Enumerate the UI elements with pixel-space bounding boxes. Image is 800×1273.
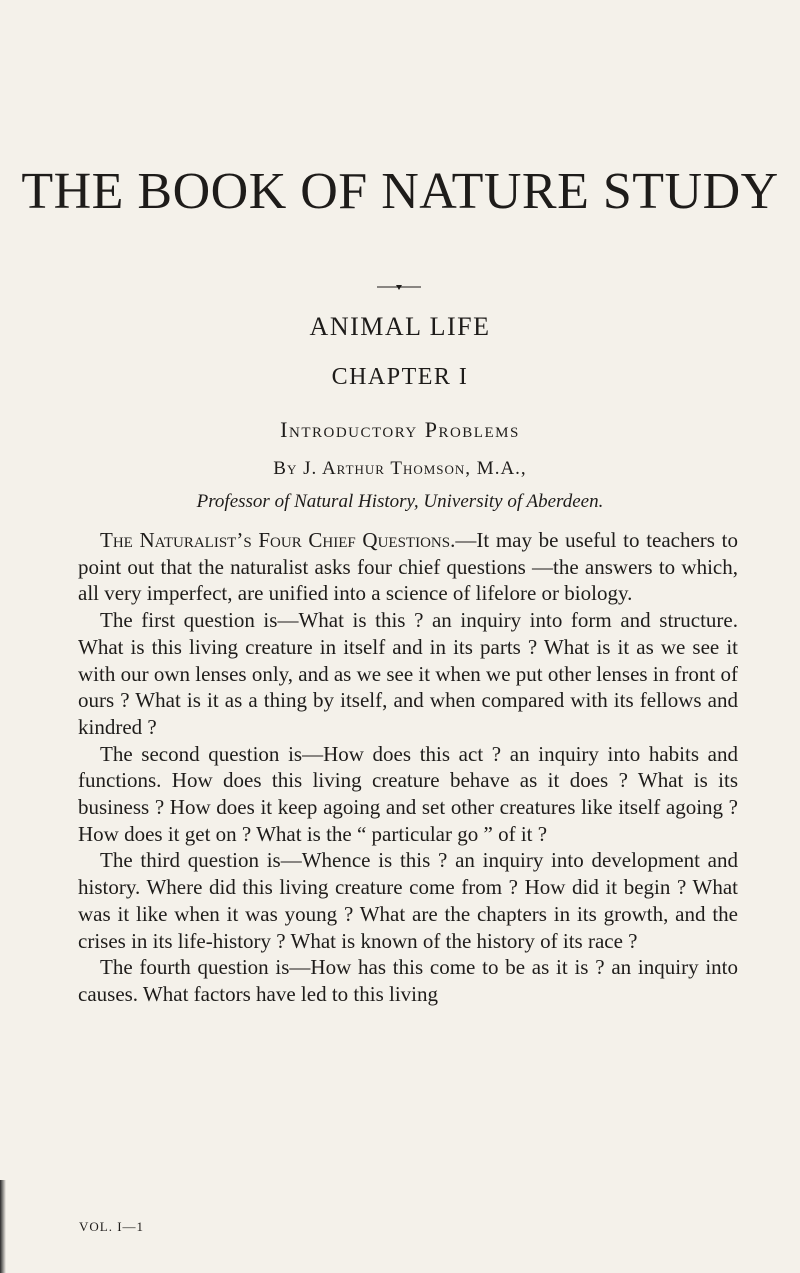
chapter-title: Introductory Problems (280, 417, 520, 442)
body-text (78, 527, 738, 1008)
paragraph-1-text: —It may be useful to teachers to point out that the naturalist asks four chief questions —the answers to which, all very imperfect, are unified into a science of lifelore or biology. (78, 528, 738, 606)
paragraph-heading: The Naturalist’s Four Chief Questions. (100, 528, 456, 552)
author-affiliation: Professor of Natural History, University of Aberdeen. (196, 491, 604, 512)
book-title: THE BOOK OF NATURE STUDY (21, 163, 779, 220)
divider-ornament (377, 282, 421, 292)
section-title: ANIMAL LIFE (309, 312, 491, 341)
paragraph-2: The first question is—What is this ? an inquiry into form and structure. What is this living creature in itself and in its parts ? What is it as we see it with our own lenses only, and as we see it when we put other lenses in front of ours ? What is it as a thing by itself, and when compared with its fellows and kindred ? (78, 608, 738, 739)
paragraph-4: The third question is—Whence is this ? an inquiry into development and history. Where did this living creature come from ? How did it begin ? What was it like when it was young ? What are the chapters in its growth, and the crises in its life-history ? What is known of the history of its race ? (78, 848, 738, 953)
page-edge-shadow (0, 1180, 6, 1273)
paragraph-1 (78, 527, 738, 607)
paragraph-5: The fourth question is—How has this come to be as it is ? an inquiry into causes. What factors have led to this living (78, 955, 738, 1006)
paragraph-3: The second question is—How does this act ? an inquiry into habits and functions. How does this living creature behave as it does ? What is its business ? How does it keep agoing and set other creatures like itself agoing ? How does it get on ? What is the “ particular go ” of it ? (78, 741, 738, 846)
author-byline: By J. Arthur Thomson, M.A., (273, 458, 527, 479)
chapter-number: CHAPTER I (331, 364, 469, 390)
volume-signature: VOL. I—1 (79, 1219, 145, 1234)
